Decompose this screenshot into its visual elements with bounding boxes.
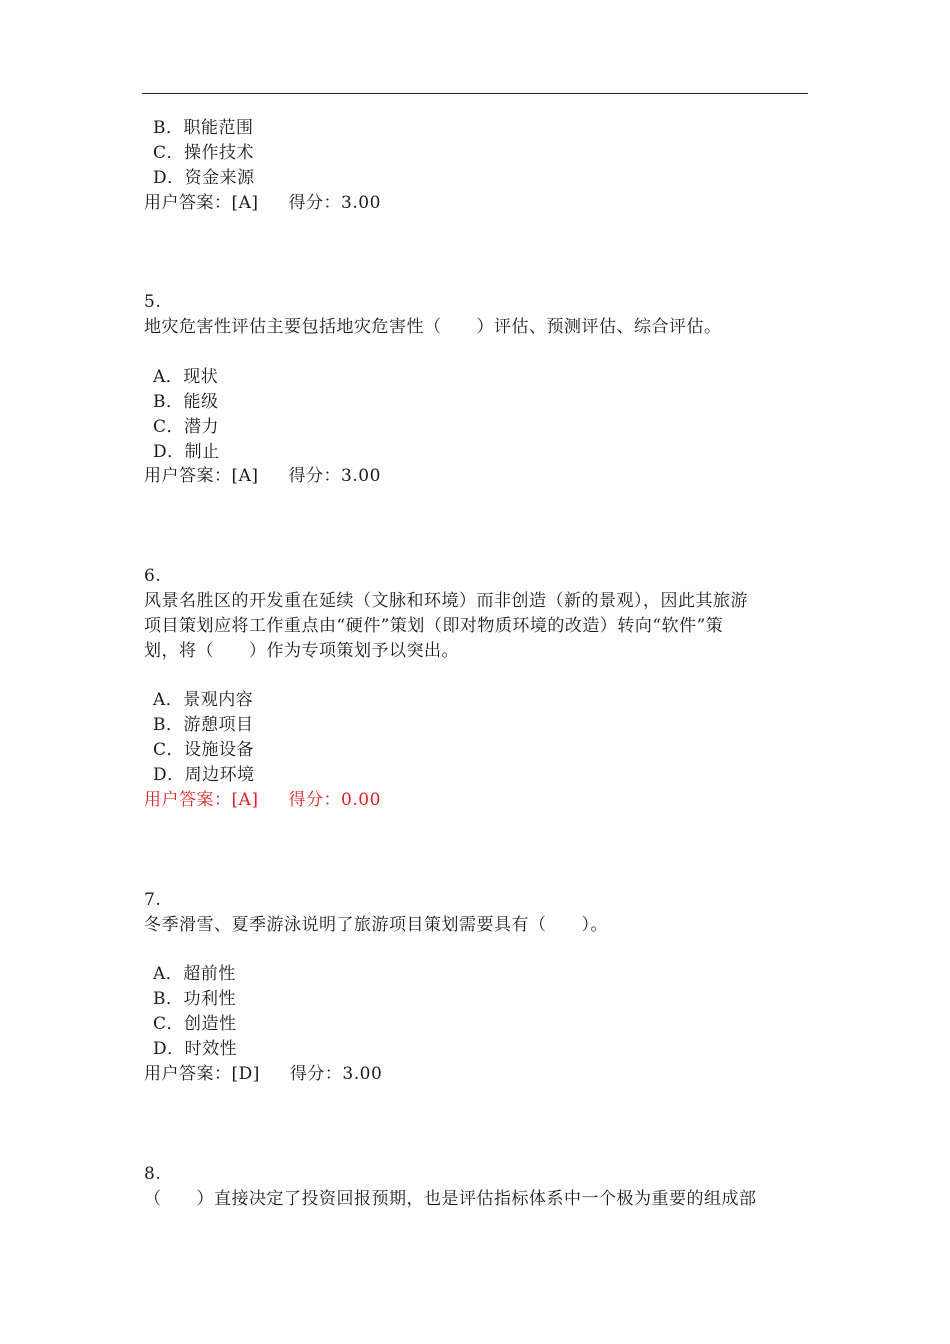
q7-option-d: D．时效性 — [153, 1039, 238, 1059]
q5-option-a: A．现状 — [153, 367, 219, 387]
q7-user-answer: 用户答案：[D] — [144, 1064, 260, 1084]
q6-option-d: D．周边环境 — [153, 765, 255, 785]
q4-option-d: D．资金来源 — [153, 168, 255, 188]
q5-score: 得分：3.00 — [288, 466, 381, 486]
q6-score: 得分：0.00 — [288, 790, 381, 810]
q6-option-c: C．设施设备 — [153, 740, 255, 760]
q7-result — [144, 1064, 382, 1084]
q8-number: 8. — [144, 1164, 162, 1184]
q6-option-a: A．景观内容 — [153, 690, 254, 710]
q4-result — [144, 193, 381, 213]
q5-result — [144, 466, 381, 486]
q5-option-b: B．能级 — [153, 392, 219, 412]
q6-user-answer: 用户答案：[A] — [144, 790, 259, 810]
q7-option-c: C．创造性 — [153, 1014, 237, 1034]
q5-user-answer: 用户答案：[A] — [144, 466, 259, 486]
q6-stem-line-2: 项目策划应将工作重点由“硬件”策划（即对物质环境的改造）转向“软件”策 — [144, 616, 724, 636]
q7-number: 7. — [144, 890, 162, 910]
q7-option-b: B．功利性 — [153, 989, 236, 1009]
q4-option-b: B．职能范围 — [153, 118, 254, 138]
q5-option-d: D．制止 — [153, 442, 220, 462]
q4-user-answer: 用户答案：[A] — [144, 193, 259, 213]
q5-number: 5. — [144, 292, 162, 312]
q6-stem-line-3: 划，将（ ）作为专项策划予以突出。 — [144, 641, 459, 661]
q8-stem: （ ）直接决定了投资回报预期，也是评估指标体系中一个极为重要的组成部 — [144, 1189, 757, 1209]
q7-score: 得分：3.00 — [289, 1064, 383, 1084]
q7-stem: 冬季滑雪、夏季游泳说明了旅游项目策划需要具有（ ）。 — [144, 915, 608, 935]
q4-score: 得分：3.00 — [288, 193, 381, 213]
q5-option-c: C．潜力 — [153, 417, 220, 437]
q6-option-b: B．游憩项目 — [153, 715, 254, 735]
q6-stem-line-1: 风景名胜区的开发重在延续（文脉和环境）而非创造（新的景观），因此其旅游 — [144, 591, 748, 611]
header-rule — [142, 93, 808, 94]
q4-option-c: C．操作技术 — [153, 143, 255, 163]
q5-stem: 地灾危害性评估主要包括地灾危害性（ ）评估、预测评估、综合评估。 — [144, 317, 722, 337]
q6-result — [144, 790, 381, 810]
q6-number: 6. — [144, 566, 162, 586]
q7-option-a: A．超前性 — [153, 964, 236, 984]
